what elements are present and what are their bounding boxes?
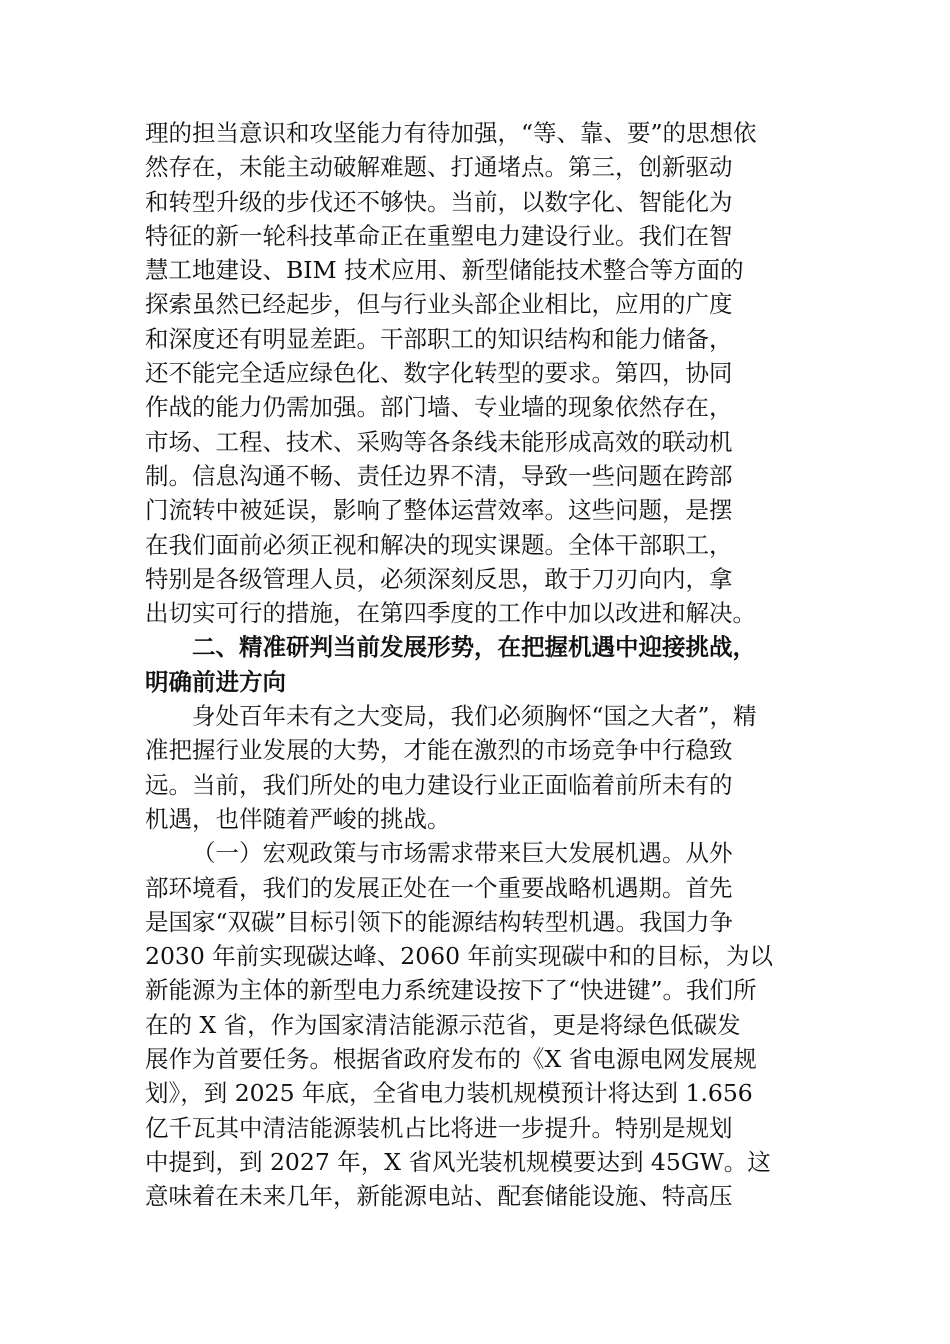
body-line: 身处百年未有之大变局，我们必须胸怀“国之大者”，精 (192, 702, 757, 731)
body-line: 意味着在未来几年，新能源电站、配套储能设施、特高压 (145, 1182, 733, 1211)
body-line: 慧工地建设、BIM 技术应用、新型储能技术整合等方面的 (145, 256, 744, 285)
body-line: 部环境看，我们的发展正处在一个重要战略机遇期。首先 (145, 873, 733, 902)
body-line: 作战的能力仍需加强。部门墙、专业墙的现象依然存在， (145, 393, 733, 422)
body-line: 探索虽然已经起步，但与行业头部企业相比，应用的广度 (145, 290, 733, 319)
body-line: 和转型升级的步伐还不够快。当前，以数字化、智能化为 (145, 187, 733, 216)
body-line: 特征的新一轮科技革命正在重塑电力建设行业。我们在智 (145, 221, 733, 250)
body-line: 制。信息沟通不畅、责任边界不清，导致一些问题在跨部 (145, 461, 733, 490)
body-line: 展作为首要任务。根据省政府发布的《X 省电源电网发展规 (145, 1045, 757, 1074)
body-line: 然存在，未能主动破解难题、打通堵点。第三，创新驱动 (145, 153, 733, 182)
body-line: 理的担当意识和攻坚能力有待加强，“等、靠、要”的思想依 (145, 119, 757, 147)
body-line: 远。当前，我们所处的电力建设行业正面临着前所未有的 (145, 770, 733, 799)
body-line: 出切实可行的措施，在第四季度的工作中加以改进和解决。 (145, 599, 756, 628)
body-line: 中提到，到 2027 年，X 省风光装机规模要达到 45GW。这 (145, 1147, 771, 1176)
document-body (145, 116, 807, 1214)
body-line: 新能源为主体的新型电力系统建设按下了“快进键”。我们所 (145, 976, 757, 1005)
body-line: 特别是各级管理人员，必须深刻反思，敢于刀刃向内，拿 (145, 564, 733, 593)
body-line: 和深度还有明显差距。干部职工的知识结构和能力储备， (145, 324, 733, 353)
body-line: 还不能完全适应绿色化、数字化转型的要求。第四，协同 (145, 359, 733, 388)
section-heading-continued: 明确前进方向 (145, 667, 286, 696)
section-heading: 二、精准研判当前发展形势，在把握机遇中迎接挑战， (192, 633, 756, 662)
body-line: 划》，到 2025 年底，全省电力装机规模预计将达到 1.656 (145, 1079, 753, 1108)
body-line: 市场、工程、技术、采购等各条线未能形成高效的联动机 (145, 427, 733, 456)
body-line: 门流转中被延误，影响了整体运营效率。这些问题，是摆 (145, 496, 733, 525)
body-line: 机遇，也伴随着严峻的挑战。 (145, 804, 451, 833)
subsection-line: （一）宏观政策与市场需求带来巨大发展机遇。从外 (192, 839, 733, 868)
body-line: 在的 X 省，作为国家清洁能源示范省，更是将绿色低碳发 (145, 1010, 741, 1039)
body-line: 2030 年前实现碳达峰、2060 年前实现碳中和的目标，为以 (145, 942, 774, 971)
body-line: 准把握行业发展的大势，才能在激烈的市场竞争中行稳致 (145, 736, 733, 765)
body-line: 亿千瓦其中清洁能源装机占比将进一步提升。特别是规划 (145, 1113, 733, 1142)
body-line: 是国家“双碳”目标引领下的能源结构转型机遇。我国力争 (145, 907, 734, 936)
body-line: 在我们面前必须正视和解决的现实课题。全体干部职工， (145, 530, 733, 559)
